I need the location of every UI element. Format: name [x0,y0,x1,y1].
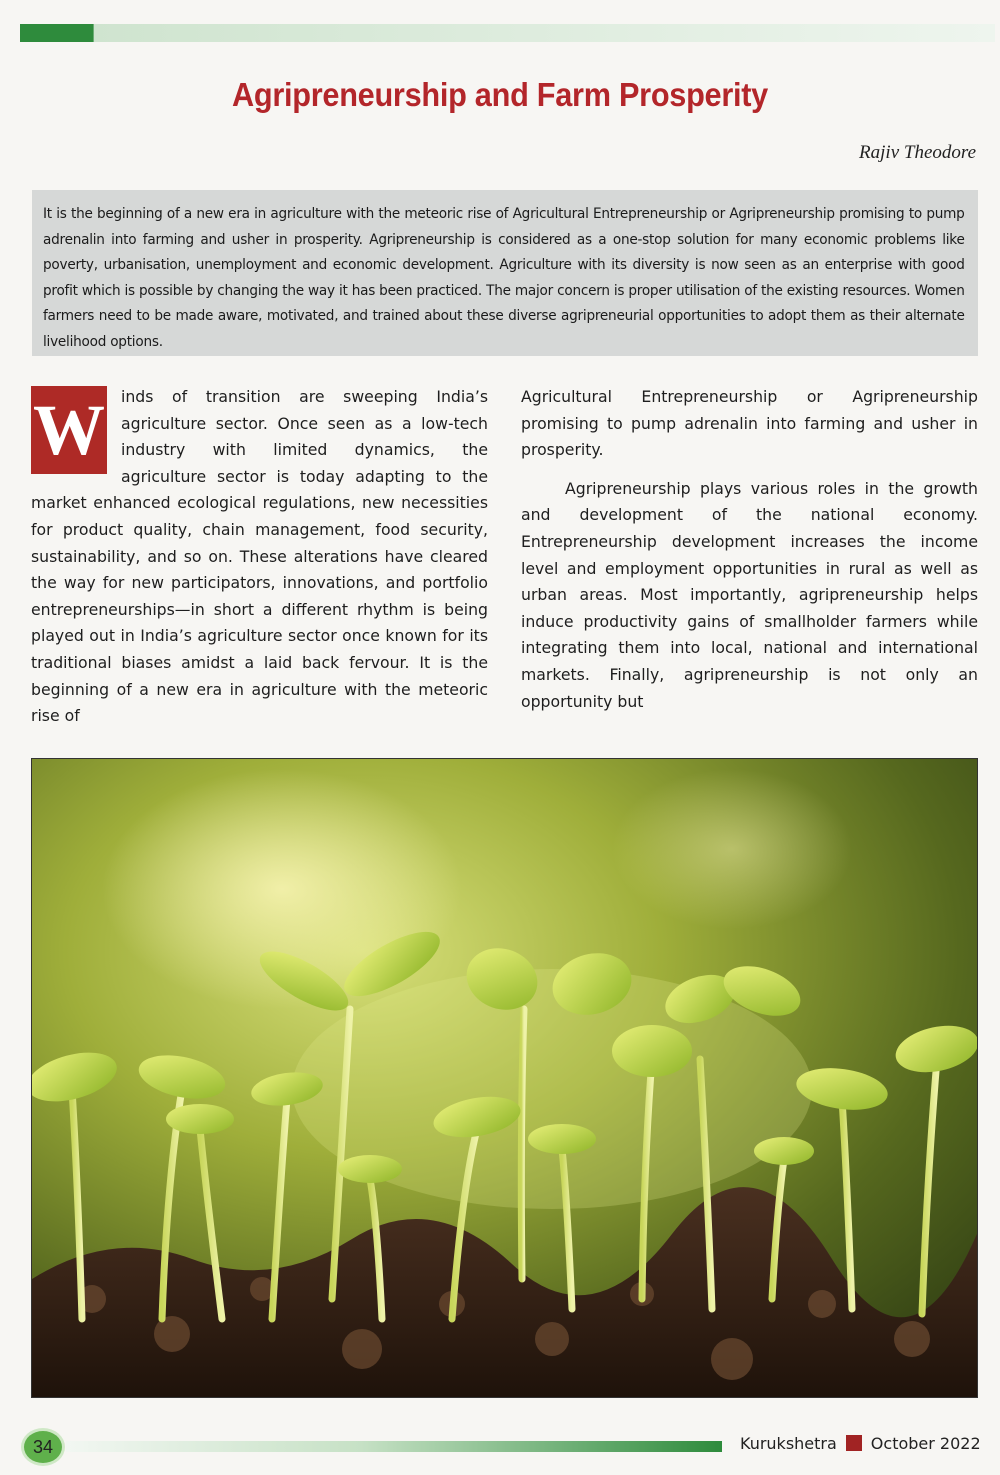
body-column-right [521,384,978,715]
body-column-left [31,384,488,730]
author-byline: Rajiv Theodore [859,142,976,163]
article-title: Agripreneurship and Farm Prosperity [232,76,768,113]
footer-publication [740,1434,981,1453]
body-paragraph: inds of transition are sweeping India’s agriculture sector. Once seen as a low-tech industry with limited dynamics, the agriculture sector is today adapting to the market enhanced ecological regulations, new necessities for product quality, chain management, food security, sustainability, and so on. These alterations have cleared the way for new participators, innovations, and portfolio entrepreneurships—in short a different rhythm is being played out in India’s agriculture sector once known for its traditional biases amidst a laid back fervour. It is the beginning of a new era in agriculture with the meteoric rise of [31,387,488,726]
header-bar [20,24,995,42]
body-paragraph: Agripreneurship plays various roles in the growth and development of the national economy. Entrepreneurship development increases the income level and employment opportunities in rural as well as urban areas. Most importantly, agripreneurship helps induce productivity gains of smallholder farmers while integrating them into local, national and international markets. Finally, agripreneurship is not only an opportunity but [521,478,978,711]
abstract-text: It is the beginning of a new era in agriculture with the meteoric rise of Agricultural Entrepreneurship or Agripreneurship promising to pump adrenalin into farming and usher in prosperity. Agripreneurship is considered as a one-stop solution for many economic problems like poverty, urbanisation, unemployment and economic development. Agriculture with its diversity is now seen as an enterprise with good profit which is possible by changing the way it has been practiced. The major concern is proper utilisation of the existing resources. Women farmers need to be made aware, motivated, and trained about these diverse agripreneurial opportunities to adopt them as their alternate livelihood options. [43,206,965,350]
magazine-name: Kurukshetra [740,1434,837,1453]
footer-square-icon [846,1435,862,1451]
drop-cap: W [31,386,107,474]
footer-bar [66,1441,722,1452]
body-paragraph: Agricultural Entrepreneurship or Agripreneurship promising to pump adrenalin into farming and usher in prosperity. [521,387,978,460]
abstract-box [32,190,978,356]
seedlings-photo [31,758,978,1398]
issue-date: October 2022 [870,1434,981,1453]
page-number: 34 [32,1437,54,1457]
